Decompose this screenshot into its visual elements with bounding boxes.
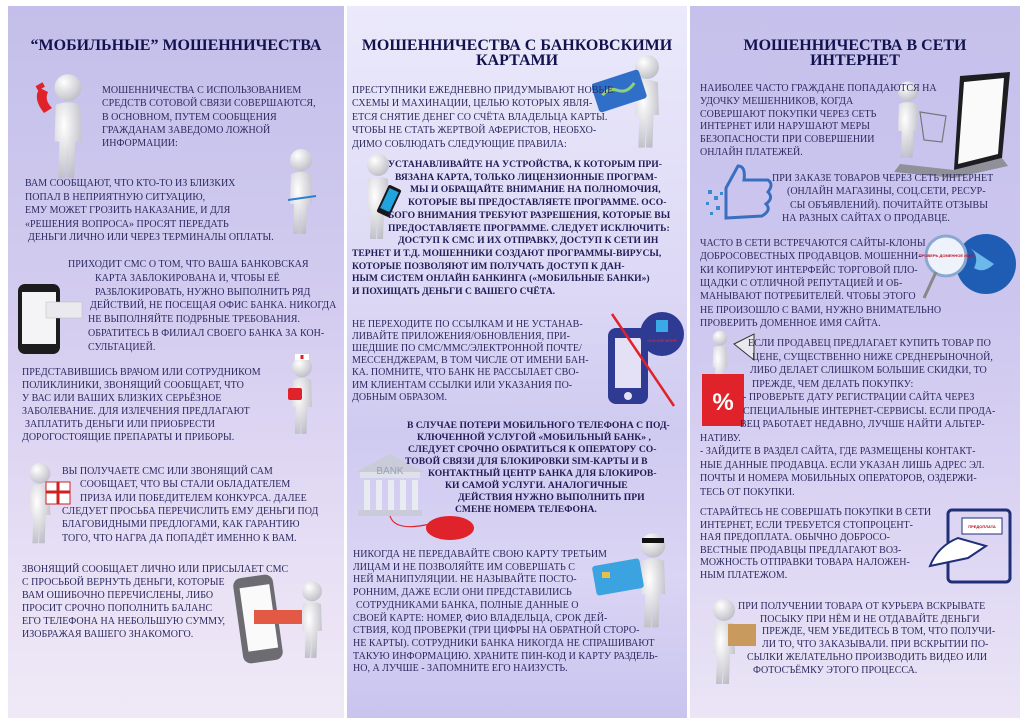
paragraph-line: МАНЫВАЮТ ПОТРЕБИТЕЛЕЙ. ЧТОБЫ ЭТОГО xyxy=(700,291,916,303)
paragraph-line: НЕ ВЫПОЛНЯЙТЕ ПОДРБНЫЕ ТРЕБОВАНИЯ. xyxy=(88,314,300,326)
paragraph-line: ТЕРНЕТ И Т.Д. МОШЕННИКИ СОЗДАЮТ ПРОГРАММЫ-ВИРУСЫ, xyxy=(352,247,662,259)
paragraph-line: СУЛЬТАЦИЕЙ. xyxy=(88,341,156,353)
paragraph-line: ДОБНЫМ ОБРАЗОМ. xyxy=(352,391,447,403)
paragraph-line: ПРЕДСТАВИВШИСЬ ВРАЧОМ ИЛИ СОТРУДНИКОМ xyxy=(22,367,261,378)
paragraph-line: УСТАНАВЛИВАЙТЕ НА УСТРОЙСТВА, К КОТОРЫМ ПРИ- xyxy=(388,159,662,170)
paragraph-line: ИМ КЛИЕНТАМ ССЫЛКИ ИЛИ УКАЗАНИЯ ПО- xyxy=(352,379,573,391)
download-label: СКАЧАЙ МЕНЯ xyxy=(647,338,677,343)
paragraph-line: ЦЕНЕ, СУЩЕСТВЕННО НИЖЕ СРЕДНЕРЫНОЧНОЙ, xyxy=(752,351,993,363)
paragraph-line: ИЗОБРАЖАЯ ВАШЕГО ЗНАКОМОГО. xyxy=(22,629,194,640)
paragraph-line: НЫМ СИСТЕМ ОНЛАЙН БАНКИНГА («МОБИЛЬНЫЕ БАНКИ») xyxy=(352,273,650,285)
prepay-label: ПРЕДОПЛАТА xyxy=(968,524,996,529)
paragraph-line: ШЕДШИЕ ПО СМС/ММС/ЭЛЕКТРОННОЙ ПОЧТЕ/ xyxy=(352,343,582,355)
paragraph-line: РОННИМ, ДАЖЕ ЕСЛИ ОНИ ПРЕДСТАВИЛИСЬ xyxy=(353,587,572,599)
paragraph-line: СОТРУДНИКАМИ БАНКА, ПОЛНЫЕ ДАННЫЕ О xyxy=(356,599,579,611)
paragraph-line: ЕГО ТЕЛЕФОНА НА НЕБОЛЬШУЮ СУММУ, xyxy=(22,616,226,627)
paragraph-line: НИКОГДА НЕ ПЕРЕДАВАЙТЕ СВОЮ КАРТУ ТРЕТЬИМ xyxy=(353,549,607,560)
paragraph-line: ЗАПЛАТИТЬ ДЕНЬГИ ИЛИ ПРИОБРЕСТИ xyxy=(25,419,216,430)
paragraph-line: В ОСНОВНОМ, ПУТЕМ СООБЩЕНИЯ xyxy=(102,111,277,123)
paragraph-line: СМЕНЕ НОМЕРА ТЕЛЕФОНА. xyxy=(455,504,597,515)
paragraph-line: СООБЩАЕТ, ЧТО ВЫ СТАЛИ ОБЛАДАТЕЛЕМ xyxy=(80,479,291,491)
paragraph-line: НЕ КАРТЫ). СОТРУДНИКИ БАНКА НИКОГДА НЕ СПРАШИВАЮТ xyxy=(353,637,655,649)
paragraph-line: УДОЧКУ МЕШЕННИКОВ, КОГДА xyxy=(700,95,854,107)
paragraph-line: КОТОРЫЕ ПОЗВОЛЯЮТ ИМ ПОЛУЧАТЬ ДОСТУП К ДАН- xyxy=(352,260,625,272)
panel-title: МОШЕННИЧЕСТВА В СЕТИ xyxy=(743,37,967,54)
paragraph-line: С ПРОСЬБОЙ ВЕРНУТЬ ДЕНЬГИ, КОТОРЫЕ xyxy=(22,577,225,588)
paragraph-line: ДОСТУП К СМС И ИХ ОТПРАВКУ, ДОСТУП К СЕТИ ИН xyxy=(398,235,659,247)
paragraph-line: НЫМ ПЛАТЕЖОМ. xyxy=(700,569,788,581)
paragraph-line: ПРИХОДИТ СМС О ТОМ, ЧТО ВАША БАНКОВСКАЯ xyxy=(68,259,309,270)
paragraph-line: - ПРОВЕРЬТЕ ДАТУ РЕГИСТРАЦИИ САЙТА ЧЕРЕЗ xyxy=(743,392,975,403)
figure-handcuffed-icon xyxy=(276,148,326,238)
paragraph-line: ВЫ ПОЛУЧАЕТЕ СМС ИЛИ ЗВОНЯЩИЙ САМ xyxy=(62,466,273,477)
paragraph-line: ЧТОБЫ НЕ СТАТЬ ЖЕРТВОЙ АФЕРИСТОВ, НЕОБХО- xyxy=(352,125,597,137)
paragraph-line: ВАМ СООБЩАЮТ, ЧТО КТО-ТО ИЗ БЛИЗКИХ xyxy=(25,178,236,189)
paragraph-line: СОВЕРШАЮТ ПОКУПКИ ЧЕРЕЗ СЕТЬ xyxy=(700,108,877,120)
paragraph-line: ДИМО СОБЛЮДАТЬ СЛЕДУЮЩИЕ ПРАВИЛА: xyxy=(352,138,567,150)
paragraph-line: КИ САМОЙ УСЛУГИ. АНАЛОГИЧНЫЕ xyxy=(445,480,628,491)
paragraph-line: СТВИЯ, КОД ПРОВЕРКИ (ТРИ ЦИФРЫ НА ОБРАТНОЙ СТОРО- xyxy=(353,625,640,637)
paragraph-line: ТЕСЬ ОТ ПОКУПКИ. xyxy=(700,486,795,498)
paragraph-line: НАЯ ПРЕДОПЛАТА. ОБЫЧНО ДОБРОСО- xyxy=(700,532,890,543)
paragraph-line: БЕЗОПАСНОСТИ ПРИ СОВЕРШЕНИИ xyxy=(700,134,875,146)
paragraph-line: ПОЛИКЛИНИКИ, ЗВОНЯЩИЙ СООБЩАЕТ, ЧТО xyxy=(22,380,244,391)
paragraph-line: ЩАДКИ С ОТЛИЧНОЙ РЕПУТАЦИЕЙ И ОБ- xyxy=(700,277,903,289)
paragraph-line: ЗВОНЯЩИЙ СООБЩАЕТ ЛИЧНО ИЛИ ПРИСЫЛАЕТ СМС xyxy=(22,564,289,575)
paragraph-line: НЕ ПЕРЕХОДИТЕ ПО ССЫЛКАМ И НЕ УСТАНАВ- xyxy=(352,319,583,330)
paragraph-line: ТАКУЮ ИНФОРМАЦИЮ. ХРАНИТЕ ПИН-КОД И КАРТУ РАЗДЕЛЬ- xyxy=(353,650,658,662)
paragraph-line: СЫЛКИ ЖЕЛАТЕЛЬНО ПРОИЗВОДИТЬ ВИДЕО ИЛИ xyxy=(747,651,988,663)
paragraph-line: КОНТАКТНЫЙ ЦЕНТР БАНКА ДЛЯ БЛОКИРОВ- xyxy=(428,468,657,479)
panel-title: КАРТАМИ xyxy=(475,52,559,69)
paragraph-line: КА. ПОМНИТЕ, ЧТО БАНК НЕ РАССЫЛАЕТ СВО- xyxy=(352,367,579,379)
paragraph-line: СЫ ОБЪЯВЛЕНИЙ). ПОЧИТАЙТЕ ОТЗЫВЫ xyxy=(790,199,988,211)
paragraph-line: ПРИ ЗАКАЗЕ ТОВАРОВ ЧЕРЕЗ СЕТЬ ИНТЕРНЕТ xyxy=(772,173,994,184)
paragraph-line: БЛАГОВИДНЫМИ ПРЕДЛОГАМИ, КАК ГАРАНТИЮ xyxy=(62,519,300,531)
paragraph-line: ДЕНЬГИ ЛИЧНО ИЛИ ЧЕРЕЗ ТЕРМИНАЛЫ ОПЛАТЫ. xyxy=(28,232,274,243)
paragraph-line: СТАРАЙТЕСЬ НЕ СОВЕРШАТЬ ПОКУПКИ В СЕТИ xyxy=(700,507,932,518)
phone-money-transfer-icon xyxy=(232,572,332,668)
paragraph-line: ЕМУ МОЖЕТ ГРОЗИТЬ НАКАЗАНИЕ, И ДЛЯ xyxy=(25,205,231,216)
paragraph-line: ЛИВАЙТЕ ПРИЛОЖЕНИЯ/ОБНОВЛЕНИЯ, ПРИ- xyxy=(352,331,570,343)
paragraph-line: ПРЕДОСТАВЛЯЕТЕ ПРОГРАММЕ. СЛЕДУЕТ ИСКЛЮЧИТЬ: xyxy=(388,222,670,234)
paragraph-line: - ЗАЙДИТЕ В РАЗДЕЛ САЙТА, ГДЕ РАЗМЕЩЕНЫ КОНТАКТ- xyxy=(700,446,976,457)
paragraph-line: НАТИВУ. xyxy=(700,432,741,444)
paragraph-line: ИНТЕРНЕТ ИЛИ НАРУШАЮТ МЕРЫ xyxy=(700,121,870,133)
paragraph-line: ЧАСТО В СЕТИ ВСТРЕЧАЮТСЯ САЙТЫ-КЛОНЫ xyxy=(700,238,926,249)
paragraph-line: ВЕСТНЫЕ ПРОДАВЦЫ ПРЕДЛАГАЮТ ВОЗ- xyxy=(700,544,902,556)
paragraph-line: ПОПАЛ В НЕПРИЯТНУЮ СИТУАЦИЮ, xyxy=(25,191,206,203)
paragraph-line: СЛЕДУЕТ СРОЧНО ОБРАТИТЬСЯ К ОПЕРАТОРУ СО- xyxy=(408,444,657,455)
paragraph-line: (ОНЛАЙН МАГАЗИНЫ, СОЦ.СЕТИ, РЕСУР- xyxy=(787,186,986,198)
paragraph-line: ПОЧТЫ И НОМЕРА МОБИЛЬНЫХ ОПЕРАТОРОВ, ОЗДЕРЖИ- xyxy=(700,473,977,484)
paragraph-line: ЕТСЯ СНЯТИЕ ДЕНЕГ СО СЧЁТА ВЛАДЕЛЬЦА КАРТЫ. xyxy=(352,111,608,123)
paragraph-line: НО, А ЛУЧШЕ - ЗАПОМНИТЕ ЕГО НАИЗУСТЬ. xyxy=(353,663,568,675)
paragraph-line: КИ КОПИРУЮТ ИНТЕРФЕЙС ТОРГОВОЙ ПЛО- xyxy=(700,264,918,276)
paragraph-line: И ПОХИЩАТЬ ДЕНЬГИ С ВАШЕГО СЧЁТА. xyxy=(352,286,556,297)
thumbs-up-icon xyxy=(702,162,782,228)
paragraph-line: НЕ ПРОИЗОШЛО С ВАМИ, НУЖНО ВНИМАТЕЛЬНО xyxy=(700,304,942,316)
paragraph-line: КОТОРЫЕ ВЫ ПРЕДОСТАВЛЯЕТЕ ПРОГРАММЕ. ОСО- xyxy=(408,197,667,209)
paragraph-line: ПРИ ПОЛУЧЕНИИ ТОВАРА ОТ КУРЬЕРА ВСКРЫВАТЕ xyxy=(738,601,986,612)
paragraph-line: КЛЮЧЕННОЙ УСЛУГОЙ «МОБИЛЬНЫЙ БАНК» , xyxy=(417,432,651,443)
figure-phone-call-icon xyxy=(28,68,113,183)
phone-sms-blocked-icon xyxy=(16,282,86,357)
paragraph-line: ЛИЦАМ И НЕ ПОЗВОЛЯЙТЕ ИМ СОВЕРШАТЬ С xyxy=(353,561,575,573)
paragraph-line: ДЕЙСТВИЯ НУЖНО ВЫПОЛНИТЬ ПРИ xyxy=(458,492,645,503)
paragraph-line: ОНЛАЙН ПЛАТЕЖЕЙ. xyxy=(700,147,803,158)
panel-title: ИНТЕРНЕТ xyxy=(810,52,900,69)
paragraph-line: ГРАЖДАНАМ ЗАВЕДОМО ЛОЖНОЙ xyxy=(102,124,271,136)
paragraph-line: РАЗБЛОКИРОВАТЬ, НУЖНО ВЫПОЛНИТЬ РЯД xyxy=(95,286,311,298)
paragraph-line: НЫЕ ДАННЫЕ ПРОДАВЦА. ЕСЛИ УКАЗАН ЛИШЬ АДРЕС ЭЛ. xyxy=(700,459,985,471)
paragraph-line: ОБРАТИТЕСЬ В ФИЛИАЛ СВОЕГО БАНКА ЗА КОН- xyxy=(88,328,325,339)
paragraph-line: КАРТА ЗАБЛОКИРОВАНА И, ЧТОБЫ ЕЁ xyxy=(95,272,280,284)
paragraph-line: НАИБОЛЕЕ ЧАСТО ГРАЖДАНЕ ПОПАДАЮТСЯ НА xyxy=(700,83,937,94)
paragraph-line: ИНТЕРНЕТ, ЕСЛИ ТРЕБУЕТСЯ СТОПРОЦЕНТ- xyxy=(700,519,913,531)
paragraph-line: МЕССЕНДЖЕРАМ, В ТОМ ЧИСЛЕ ОТ ИМЕНИ БАН- xyxy=(352,355,589,367)
paragraph-line: СРЕДСТВ СОТОВОЙ СВЯЗИ СОВЕРШАЮТСЯ, xyxy=(102,98,316,110)
paragraph-line: МОЖНОСТЬ ОТПРАВКИ ТОВАРА НАЛОЖЕН- xyxy=(700,557,910,568)
paragraph-line: ПРЕСТУПНИКИ ЕЖЕДНЕВНО ПРИДУМЫВАЮТ НОВЫЕ xyxy=(352,85,614,96)
paragraph-line: ПРЕЖДЕ, ЧЕМ ДЕЛАТЬ ПОКУПКУ: xyxy=(752,378,914,390)
paragraph-line: ИНФОРМАЦИИ: xyxy=(102,138,178,150)
paragraph-line: ТОВОЙ СВЯЗИ ДЛЯ БЛОКИРОВКИ SIM-КАРТЫ И В xyxy=(405,456,648,467)
paragraph-line: ЛИ ТО, ЧТО ЗАКАЗЫВАЛИ. ПРИ ВСКРЫТИИ ПО- xyxy=(762,639,989,651)
panel-title: МОШЕННИЧЕСТВА С БАНКОВСКИМИ xyxy=(361,37,673,54)
figure-doctor-icon xyxy=(282,350,322,442)
paragraph-line: ПРЕЖДЕ, ЧЕМ УБЕДИТЕСЬ В ТОМ, ЧТО ПОЛУЧИ- xyxy=(762,626,996,638)
paragraph-line: СЛЕДУЕТ ПРОСЬБА ПЕРЕЧИСЛИТЬ ЕМУ ДЕНЬГИ ПОД xyxy=(62,505,319,517)
paragraph-line: ПОСЫКУ ПРИ НЁМ И НЕ ОТДАВАЙТЕ ДЕНЬГИ xyxy=(760,613,980,625)
paragraph-line: МЫ И ОБРАЩАЙТЕ ВНИМАНИЕ НА ПОЛНОМОЧИЯ, xyxy=(410,184,661,196)
paragraph-line: СВОЕЙ КАРТЕ: НОМЕР, ФИО ВЛАДЕЛЬЦА, СРОК ДЕЙ- xyxy=(353,612,608,624)
crossed-out-phone-download-icon xyxy=(604,312,688,408)
paragraph-line: «РЕШЕНИЯ ВОПРОСА» ПРОСЯТ ПЕРЕДАТЬ xyxy=(25,218,229,230)
paragraph-line: СХЕМЫ И МАХИНАЦИИ, ЦЕЛЬЮ КОТОРЫХ ЯВЛЯ- xyxy=(352,98,593,110)
bank-label: BANK xyxy=(376,466,404,477)
percent-label: % xyxy=(712,389,734,416)
paragraph-line: ДОРОГОСТОЯЩИЕ ПРЕПАРАТЫ И ПРИБОРЫ. xyxy=(22,432,235,443)
paragraph-line: ВЕЦ РАБОТАЕТ НЕДАВНО, ЛУЧШЕ НАЙТИ АЛЬТЕР- xyxy=(740,419,985,430)
prepayment-terminal-icon xyxy=(928,506,1014,586)
paragraph-line: ФОТОСЪЁМКУ ЭТОГО ПРОЦЕССА. xyxy=(753,664,918,676)
paragraph-line: БОГО ВНИМАНИЯ ТРЕБУЮТ РАЗРЕШЕНИЯ, КОТОРЫЕ ВЫ xyxy=(388,209,671,221)
domain-check-label: ПРОВЕРЬ ДОМЕННОЕ ИМЯ xyxy=(918,253,974,258)
paragraph-line: У ВАС ИЛИ ВАШИХ БЛИЗКИХ СЕРЬЁЗНОЕ xyxy=(22,393,222,404)
paragraph-line: ПРИЗА ИЛИ ПОБЕДИТЕЛЕМ КОНКУРСА. ДАЛЕЕ xyxy=(80,492,307,504)
globe-magnifier-icon xyxy=(918,228,1018,308)
paragraph-line: НА РАЗНЫХ САЙТАХ О ПРОДАВЦЕ. xyxy=(782,213,950,225)
paragraph-line: ЗАБОЛЕВАНИЕ. ДЛЯ ИЗЛЕЧЕНИЯ ПРЕДЛАГАЮТ xyxy=(22,406,250,417)
paragraph-line: СПЕЦИАЛЬНЫЕ ИНТЕРНЕТ-СЕРВИСЫ. ЕСЛИ ПРОДА- xyxy=(743,405,996,417)
paragraph-line: ТОГО, ЧТО НАГРА ДА ПОПАДЁТ ИМЕННО К ВАМ. xyxy=(62,532,297,544)
paragraph-line: В СЛУЧАЕ ПОТЕРИ МОБИЛЬНОГО ТЕЛЕФОНА С ПОД- xyxy=(407,420,670,431)
paragraph-line: ВАМ ОШИБОЧНО ПЕРЕЧИСЛЕНЫ, ЛИБО xyxy=(22,590,214,601)
paragraph-line: ПРОВЕРИТЬ ДОМЕННОЕ ИМЯ САЙТА. xyxy=(700,317,881,329)
paragraph-line: ЕСЛИ ПРОДАВЕЦ ПРЕДЛАГАЕТ КУПИТЬ ТОВАР ПО xyxy=(748,338,991,349)
paragraph-line: ВЯЗАНА КАРТА, ТОЛЬКО ЛИЦЕНЗИОННЫЕ ПРОГРАМ- xyxy=(395,171,658,183)
paragraph-line: НЕЙ МАНИПУЛЯЦИИ. НЕ НАЗЫВАЙТЕ ПОСТО- xyxy=(353,574,577,586)
figure-bank-card-icon xyxy=(592,54,682,152)
paragraph-line: МОШЕННИЧЕСТВА С ИСПОЛЬЗОВАНИЕМ xyxy=(102,85,302,96)
panel-title: “МОБИЛЬНЫЕ” МОШЕННИЧЕСТВА xyxy=(30,37,322,54)
paragraph-line: ДЕЙСТВИЙ, НЕ ПОСЕЩАЯ ОФИС БАНКА. НИКОГДА xyxy=(90,300,337,312)
paragraph-line: ЛИБО ДЕЛАЕТ СЛИШКОМ БОЛЬШИЕ СКИДКИ, ТО xyxy=(750,365,987,376)
paragraph-line: ДОБРОСОВЕСТНЫХ ПРОДАВЦОВ. МОШЕННИ- xyxy=(700,251,922,263)
paragraph-line: ПРОСИТ СРОЧНО ПОПОЛНИТЬ БАЛАНС xyxy=(22,603,213,614)
